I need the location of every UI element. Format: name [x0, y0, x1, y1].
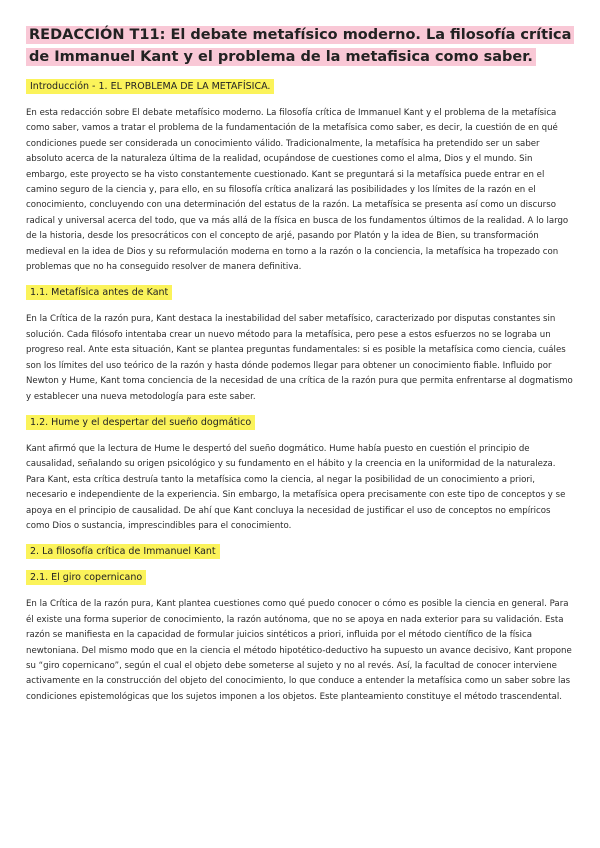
paragraph-intro: En esta redacción sobre El debate metafísico moderno. La filosofía crítica de Immanuel Kant y el problema de la metafísica como saber, vamos a tratar el problema de la fundamentación de la metafísica como saber, es decir, la cuestión de en qué condiciones puede ser considerada un conocimiento válido. Tradicionalmente, la metafísica ha pretendido ser un saber absoluto acerca de la naturaleza última de la realidad, ocupándose de cuestiones como el alma, Dios y el mundo. Sin embargo, este proyecto se ha visto constantemente cuestionado. Kant se preguntará si la metafísica puede entrar en el camino seguro de la ciencia y, para ello, en su filosofía crítica analizará las posibilidades y los límites de la razón en el conocimiento, concluyendo con una determinación del estatus de la razón. La metafísica se presenta así como un discurso radical y universal acerca del todo, que va más allá de la física en busca de los fundamentos últimos de la realidad. A lo largo de la historia, desde los presocráticos con el concepto de arjé, pasando por Platón y la idea de Bien, su transformación medieval en la idea de Dios y su reformulación moderna en torno a la razón o la conciencia, la metafísica ha tropezado con problemas que no ha conseguido resolver de manera definitiva. [26, 108, 569, 273]
heading-highlight: Introducción - 1. EL PROBLEMA DE LA METAFÍSICA. [26, 79, 274, 94]
heading-highlight: 1.1. Metafísica antes de Kant [26, 285, 172, 300]
title-highlight [26, 26, 574, 66]
title-text: El debate metafísico moderno. La filosofía crítica de Immanuel Kant y el problema de la metafisica como saber. [29, 27, 572, 65]
paragraph-1-1: En la Crítica de la razón pura, Kant destaca la inestabilidad del saber metafísico, caracterizado por disputas constantes sin solución. Cada filósofo intentaba crear un nuevo método para la metafísica, pero pese a estos esfuerzos no se lograba un progreso real. Ante esta situación, Kant se plantea preguntas fundamentales: si es posible la metafísica como ciencia, cuáles son los límites del uso teórico de la razón y hasta dónde podemos llegar para obtener un conocimiento fiable. Influido por Newton y Hume, Kant toma conciencia de la necesidad de una crítica de la razón pura que permita enfrentarse al dogmatismo y establecer una nueva metodología para este saber. [26, 314, 573, 402]
paragraph-1-2: Kant afirmó que la lectura de Hume le despertó del sueño dogmático. Hume había puesto en cuestión el principio de causalidad, señalando su origen psicológico y su fundamento en el hábito y la creencia en la uniformidad de la naturaleza. Para Kant, esta crítica destruía tanto la metafísica como la ciencia, al negar la posibilidad de un conocimiento a priori, necesario e independiente de la experiencia. Sin embargo, la metafísica opera precisamente con este tipo de conceptos y se apoya en el principio de causalidad. De ahí que Kant concluya la necesidad de justificar el uso de conceptos no empíricos como Dios o sustancia, imprescindibles para el conocimiento. [26, 443, 566, 531]
section-heading-2 [26, 545, 574, 559]
section-heading-intro [26, 80, 574, 94]
document-title [26, 24, 574, 68]
section-heading-1-2 [26, 416, 574, 430]
paragraph-2-1: En la Crítica de la razón pura, Kant plantea cuestiones como qué puedo conocer o cómo es posible la ciencia en general. Para él existe una forma superior de conocimiento, la razón autónoma, que no se apoya en nada exterior para su validación. Esta razón se manifiesta en la capacidad de formular juicios sintéticos a priori, influida por el método científico de la física newtoniana. Del mismo modo que en la ciencia el método hipotético-deductivo ha supuesto un avance decisivo, Kant propone su “giro copernicano”, según el cual el objeto debe someterse al sujeto y no al revés. Así, la facultad de conocer interviene activamente en la construcción del objeto del conocimiento, lo que conduce a entender la metafísica como un saber sobre las condiciones epistemológicas que los sujetos imponen a los objetos. Este planteamiento constituye el método trascendental. [26, 599, 572, 702]
title-label: REDACCIÓN T11: [29, 27, 166, 43]
section-heading-1-1 [26, 286, 574, 300]
section-heading-2-1 [26, 571, 574, 585]
heading-highlight: 2.1. El giro copernicano [26, 570, 146, 585]
heading-highlight: 2. La filosofía crítica de Immanuel Kant [26, 544, 220, 559]
heading-highlight: 1.2. Hume y el despertar del sueño dogmático [26, 415, 255, 430]
